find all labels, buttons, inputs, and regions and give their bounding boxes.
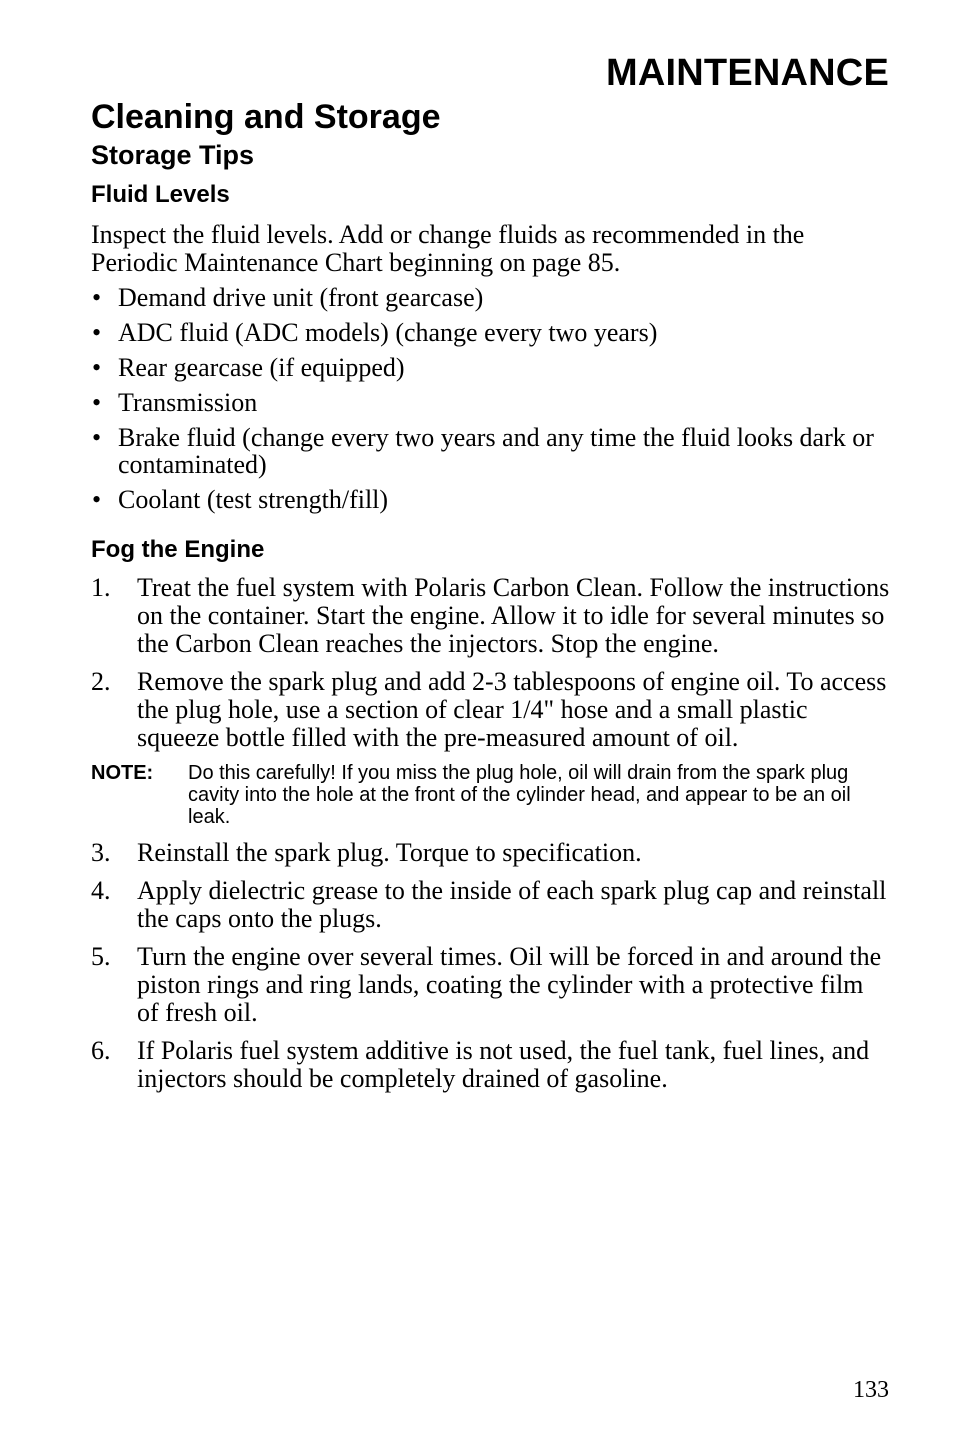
step-text: Treat the fuel system with Polaris Carbon Clean. Follow the instructions on the container. Start the engine. Allow it to idle for several minutes so the Carbon Clean reaches the injectors. Stop the engine. <box>137 573 890 658</box>
step-item <box>91 943 891 1027</box>
step-item <box>91 668 891 752</box>
step-text: Reinstall the spark plug. Torque to specification. <box>137 838 642 867</box>
bullet-icon: • <box>92 283 102 312</box>
page-number: 133 <box>853 1377 889 1403</box>
step-item <box>91 1037 891 1093</box>
step-number: 4. <box>91 876 111 905</box>
step-number: 5. <box>91 942 111 971</box>
subsection-title: Storage Tips <box>91 140 255 170</box>
bullet-icon: • <box>92 423 102 452</box>
step-text: Turn the engine over several times. Oil will be forced in and around the piston rings and ring lands, coating the cylinder with a protective film of fresh oil. <box>137 942 882 1027</box>
list-item <box>91 389 891 416</box>
bullet-icon: • <box>92 318 102 347</box>
fog-engine-heading: Fog the Engine <box>91 536 265 563</box>
step-item <box>91 574 891 658</box>
step-text: If Polaris fuel system additive is not used, the fuel tank, fuel lines, and injectors should be completely drained of gasoline. <box>137 1036 870 1093</box>
list-item <box>91 354 891 381</box>
list-item <box>91 284 891 311</box>
note-block <box>91 762 891 828</box>
fluid-levels-heading: Fluid Levels <box>91 181 230 208</box>
bullet-icon: • <box>92 485 102 514</box>
fluid-levels-intro: Inspect the fluid levels. Add or change fluids as recommended in the Periodic Maintenance Chart beginning on page 85. <box>91 220 805 277</box>
step-number: 1. <box>91 573 111 602</box>
fog-steps-list-continued <box>91 839 891 1093</box>
chapter-title: MAINTENANCE <box>606 52 889 94</box>
step-text: Remove the spark plug and add 2-3 tablespoons of engine oil. To access the plug hole, use a section of clear 1/4" hose and a small plastic squeeze bottle filled with the pre-measured amount of oil. <box>137 667 887 752</box>
bullet-icon: • <box>92 353 102 382</box>
list-item <box>91 319 891 346</box>
list-item-text: Coolant (test strength/fill) <box>118 485 389 514</box>
manual-page <box>91 0 891 1454</box>
step-number: 3. <box>91 838 111 867</box>
list-item-text: Transmission <box>118 388 258 417</box>
list-item-text: Brake fluid (change every two years and any time the fluid looks dark or contaminated) <box>118 423 874 479</box>
step-number: 6. <box>91 1036 111 1065</box>
list-item <box>91 424 891 478</box>
step-item <box>91 839 891 867</box>
list-item <box>91 486 891 513</box>
list-item-text: Demand drive unit (front gearcase) <box>118 283 484 312</box>
note-text: Do this carefully! If you miss the plug hole, oil will drain from the spark plug cavity into the hole at the front of the cylinder head, and appear to be an oil leak. <box>188 762 851 828</box>
fluid-levels-list <box>91 284 891 521</box>
step-number: 2. <box>91 667 111 696</box>
list-item-text: ADC fluid (ADC models) (change every two years) <box>118 318 658 347</box>
step-text: Apply dielectric grease to the inside of each spark plug cap and reinstall the caps onto the plugs. <box>137 876 887 933</box>
note-label: NOTE: <box>91 762 154 784</box>
bullet-icon: • <box>92 388 102 417</box>
step-item <box>91 877 891 933</box>
fog-steps-list <box>91 574 891 752</box>
list-item-text: Rear gearcase (if equipped) <box>118 353 405 382</box>
section-title: Cleaning and Storage <box>91 98 441 136</box>
